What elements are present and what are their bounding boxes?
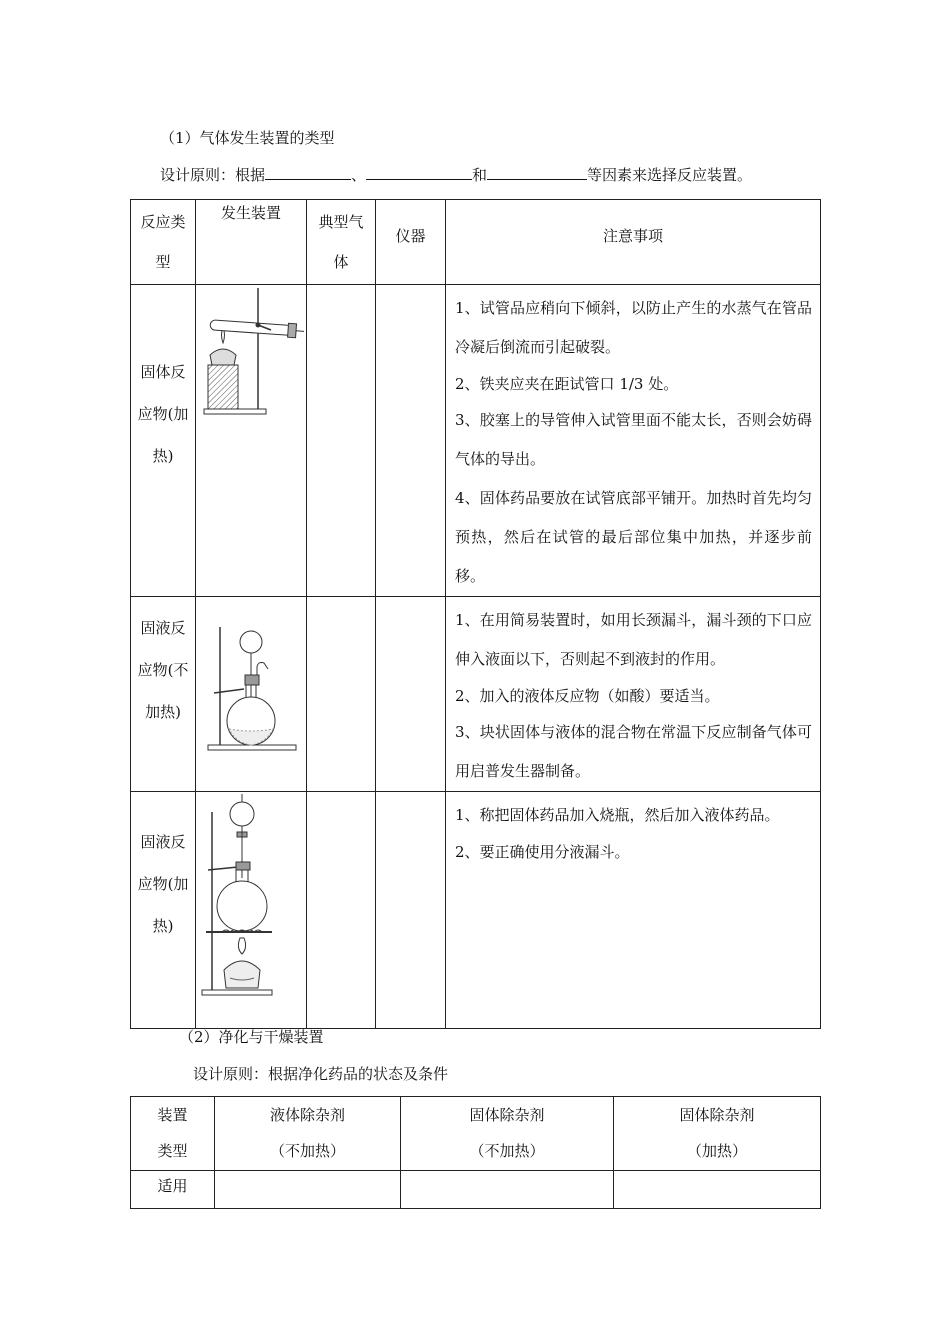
section1-title: （1）气体发生装置的类型: [160, 129, 335, 147]
header-gas: 典型气体: [318, 213, 364, 271]
row2-note-2: 2、加入的液体反应物（如酸）要适当。: [455, 687, 720, 705]
row3-notes: [446, 792, 820, 869]
flask-funnel-apparatus-icon: [196, 597, 306, 787]
row3-note-2: 2、要正确使用分液漏斗。: [455, 843, 630, 861]
row3-apparatus-cell: [196, 792, 307, 1029]
row3-instruments-cell[interactable]: [376, 792, 446, 1029]
table-row: [131, 285, 821, 597]
blank-field-1[interactable]: [265, 163, 351, 180]
principle-suffix: 等因素来选择反应装置。: [587, 166, 753, 184]
section1-principle: [160, 163, 752, 185]
row2-type: 固液反应物(不加热): [137, 619, 189, 721]
row1-gas-cell[interactable]: [307, 285, 376, 597]
row2-instruments-cell[interactable]: [376, 597, 446, 792]
row1-note-1: 1、试管品应稍向下倾斜，以防止产生的水蒸气在管品冷凝后倒流而引起破裂。: [455, 299, 812, 356]
t2-cell-solid-heated[interactable]: [614, 1171, 821, 1209]
gas-generator-table: [130, 199, 821, 1029]
table-row: [131, 597, 821, 792]
row1-note-2: 2、铁夹应夹在距试管口 1/3 处。: [455, 375, 679, 393]
principle-sep2: 和: [472, 166, 488, 184]
purification-table: [130, 1096, 821, 1209]
flask-burner-apparatus-icon: [196, 792, 306, 1024]
t2-cell-liquid[interactable]: [215, 1171, 401, 1209]
row1-type: 固体反应物(加热): [137, 363, 189, 465]
row2-notes: [446, 597, 820, 791]
row1-apparatus-cell: [196, 285, 307, 597]
header-notes: 注意事项: [602, 227, 663, 245]
t2-header-solid-unheated: 固体除杂剂 （不加热）: [469, 1106, 545, 1160]
header-apparatus: 发生装置: [220, 204, 281, 222]
row3-type: 固液反应物(加热): [137, 833, 189, 935]
t2-header-type: 装置 类型: [157, 1106, 188, 1160]
table-header-row: [131, 200, 821, 285]
row1-note-3: 3、胶塞上的导管伸入试管里面不能太长，否则会妨碍气体的导出。: [455, 411, 812, 468]
row2-note-3: 3、块状固体与液体的混合物在常温下反应制备气体可用启普发生器制备。: [455, 723, 812, 780]
section2-principle: 设计原则：根据净化药品的状态及条件: [193, 1065, 449, 1083]
table-row: [131, 792, 821, 1029]
row1-note-4: 4、固体药品要放在试管底部平铺开。加热时首先均匀预热，然后在试管的最后部位集中加热，并逐步前移。: [455, 489, 812, 585]
test-tube-heating-apparatus-icon: [196, 285, 306, 420]
row2-note-1: 1、在用简易装置时，如用长颈漏斗，漏斗颈的下口应伸入液面以下，否则起不到液封的作用。: [455, 611, 812, 668]
row3-gas-cell[interactable]: [307, 792, 376, 1029]
table-header-row: [131, 1097, 821, 1171]
header-reaction-type: 反应类型: [140, 213, 186, 271]
principle-sep1: 、: [351, 166, 367, 184]
row1-instruments-cell[interactable]: [376, 285, 446, 597]
header-instruments: 仪器: [395, 227, 426, 245]
blank-field-3[interactable]: [487, 163, 587, 180]
table-row: [131, 1171, 821, 1209]
row1-notes: [446, 285, 820, 596]
t2-header-solid-heated: 固体除杂剂 （加热）: [679, 1106, 755, 1160]
t2-row-label: 适用: [157, 1177, 188, 1195]
t2-header-liquid: 液体除杂剂 （不加热）: [269, 1106, 345, 1160]
row2-apparatus-cell: [196, 597, 307, 792]
section2-title: （2）净化与干燥装置: [179, 1028, 324, 1046]
blank-field-2[interactable]: [366, 163, 472, 180]
t2-cell-solid-unheated[interactable]: [401, 1171, 614, 1209]
principle-prefix: 设计原则：根据: [160, 166, 266, 184]
row2-gas-cell[interactable]: [307, 597, 376, 792]
row3-note-1: 1、称把固体药品加入烧瓶，然后加入液体药品。: [455, 806, 780, 824]
